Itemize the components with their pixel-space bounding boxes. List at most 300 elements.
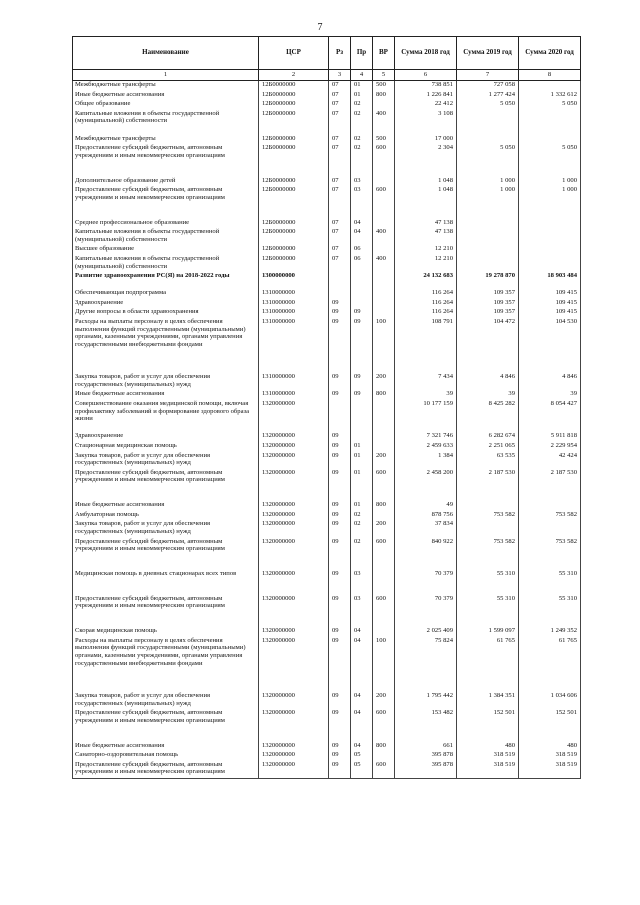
cell-pr: 02 <box>351 144 373 176</box>
header-number-row <box>73 70 581 81</box>
cell-csr: 1300000000 <box>259 272 329 289</box>
cell-sum-2020: 318 519 <box>519 761 581 779</box>
cell-sum-2018: 70 379 <box>395 595 457 627</box>
cell-pr <box>351 400 373 432</box>
cell-name: Среднее профессиональное образование <box>73 219 259 229</box>
cell-name: Закупка товаров, работ и услуг для обеспечения государственных (муниципальных) нужд <box>73 520 259 537</box>
cell-sum-2018: 840 922 <box>395 538 457 570</box>
cell-vr: 600 <box>373 595 395 627</box>
table-row <box>73 400 581 432</box>
cell-sum-2020 <box>519 245 581 255</box>
cell-pr <box>351 272 373 289</box>
cell-vr: 600 <box>373 469 395 501</box>
cell-rz: 09 <box>329 373 351 390</box>
table-row <box>73 110 581 135</box>
cell-sum-2019: 8 425 282 <box>457 400 519 432</box>
table-row <box>73 709 581 741</box>
cell-name: Капитальные вложения в объекты государственной (муниципальной) собственности <box>73 228 259 245</box>
cell-csr: 1310000000 <box>259 308 329 318</box>
cell-csr: 12Б0000000 <box>259 135 329 145</box>
cell-sum-2018: 3 108 <box>395 110 457 135</box>
cell-name: Предоставление субсидий бюджетным, автономным учреждениям и иным некоммерческим организациям <box>73 186 259 218</box>
header-number: 6 <box>395 70 457 81</box>
cell-pr: 06 <box>351 255 373 272</box>
cell-pr: 04 <box>351 219 373 229</box>
cell-pr: 09 <box>351 390 373 400</box>
cell-csr: 12Б0000000 <box>259 177 329 187</box>
cell-sum-2019: 55 310 <box>457 595 519 627</box>
cell-sum-2018: 395 878 <box>395 761 457 779</box>
cell-sum-2018: 70 379 <box>395 570 457 595</box>
cell-sum-2018: 39 <box>395 390 457 400</box>
cell-sum-2019: 1 384 351 <box>457 692 519 709</box>
cell-csr: 12Б0000000 <box>259 255 329 272</box>
cell-sum-2018: 2 458 200 <box>395 469 457 501</box>
cell-vr: 800 <box>373 501 395 511</box>
header-vr: ВР <box>373 37 395 70</box>
cell-csr: 1320000000 <box>259 742 329 752</box>
cell-rz: 09 <box>329 761 351 779</box>
cell-sum-2020: 5 050 <box>519 100 581 110</box>
table-row <box>73 595 581 627</box>
cell-vr <box>373 432 395 442</box>
cell-sum-2018: 395 878 <box>395 751 457 761</box>
cell-csr: 1310000000 <box>259 390 329 400</box>
cell-rz: 07 <box>329 91 351 101</box>
cell-rz: 09 <box>329 538 351 570</box>
cell-csr: 12Б0000000 <box>259 228 329 245</box>
cell-rz: 09 <box>329 637 351 692</box>
page-number: 7 <box>317 22 323 33</box>
cell-sum-2019: 1 599 097 <box>457 627 519 637</box>
cell-name: Медицинская помощь в дневных стационарах всех типов <box>73 570 259 595</box>
table-row <box>73 100 581 110</box>
cell-vr: 800 <box>373 390 395 400</box>
cell-csr: 1320000000 <box>259 452 329 469</box>
cell-sum-2019 <box>457 245 519 255</box>
cell-csr: 1320000000 <box>259 570 329 595</box>
cell-sum-2019: 2 251 065 <box>457 442 519 452</box>
cell-vr: 600 <box>373 144 395 176</box>
cell-sum-2020 <box>519 135 581 145</box>
cell-pr: 02 <box>351 538 373 570</box>
cell-vr: 600 <box>373 709 395 741</box>
cell-pr: 02 <box>351 511 373 521</box>
table-row <box>73 511 581 521</box>
table-row <box>73 308 581 318</box>
cell-rz: 07 <box>329 255 351 272</box>
cell-pr <box>351 289 373 299</box>
cell-sum-2020: 2 187 530 <box>519 469 581 501</box>
cell-name: Дополнительное образование детей <box>73 177 259 187</box>
cell-sum-2018: 47 138 <box>395 219 457 229</box>
cell-csr: 12Б0000000 <box>259 91 329 101</box>
cell-rz: 07 <box>329 144 351 176</box>
cell-rz: 09 <box>329 742 351 752</box>
cell-sum-2020 <box>519 81 581 91</box>
cell-pr: 09 <box>351 308 373 318</box>
table-row <box>73 373 581 390</box>
cell-vr: 400 <box>373 110 395 135</box>
cell-name: Капитальные вложения в объекты государственной (муниципальной) собственности <box>73 255 259 272</box>
cell-sum-2020: 152 501 <box>519 709 581 741</box>
cell-name: Иные бюджетные ассигнования <box>73 390 259 400</box>
cell-vr <box>373 751 395 761</box>
cell-name: Межбюджетные трансферты <box>73 135 259 145</box>
cell-sum-2019 <box>457 219 519 229</box>
cell-sum-2020: 61 765 <box>519 637 581 692</box>
cell-sum-2018: 7 321 746 <box>395 432 457 442</box>
cell-sum-2018: 878 756 <box>395 511 457 521</box>
cell-vr <box>373 100 395 110</box>
cell-sum-2019: 109 357 <box>457 289 519 299</box>
cell-csr: 1310000000 <box>259 373 329 390</box>
cell-name: Иные бюджетные ассигнования <box>73 742 259 752</box>
cell-vr: 400 <box>373 255 395 272</box>
cell-rz: 07 <box>329 245 351 255</box>
cell-rz: 09 <box>329 520 351 537</box>
cell-rz: 09 <box>329 511 351 521</box>
table-row <box>73 637 581 692</box>
cell-sum-2020: 109 415 <box>519 299 581 309</box>
cell-rz: 09 <box>329 318 351 373</box>
cell-sum-2018: 47 138 <box>395 228 457 245</box>
header-name: Наименование <box>73 37 259 70</box>
cell-name: Развитие здравоохранения РС(Я) на 2018-2022 годы <box>73 272 259 289</box>
cell-vr <box>373 289 395 299</box>
table-row <box>73 390 581 400</box>
table-row <box>73 272 581 289</box>
cell-name: Обеспечивающая подпрограмма <box>73 289 259 299</box>
cell-csr: 1320000000 <box>259 595 329 627</box>
cell-vr <box>373 245 395 255</box>
header-number: 2 <box>259 70 329 81</box>
cell-name: Иные бюджетные ассигнования <box>73 501 259 511</box>
table-row <box>73 177 581 187</box>
header-number: 3 <box>329 70 351 81</box>
cell-pr: 04 <box>351 692 373 709</box>
table-row <box>73 219 581 229</box>
cell-pr: 02 <box>351 520 373 537</box>
cell-sum-2019: 39 <box>457 390 519 400</box>
cell-sum-2020: 55 310 <box>519 570 581 595</box>
cell-vr <box>373 627 395 637</box>
cell-rz: 09 <box>329 751 351 761</box>
cell-sum-2020 <box>519 219 581 229</box>
cell-name: Расходы на выплаты персоналу в целях обеспечения выполнения функций государственными (муниципальными) органами, казенными учреждениями, органами управления государственными внебюджетными фондами <box>73 318 259 373</box>
cell-pr: 02 <box>351 110 373 135</box>
cell-sum-2020: 55 310 <box>519 595 581 627</box>
cell-sum-2020: 8 054 427 <box>519 400 581 432</box>
cell-name: Закупка товаров, работ и услуг для обеспечения государственных (муниципальных) нужд <box>73 452 259 469</box>
table-row <box>73 570 581 595</box>
cell-csr: 1320000000 <box>259 627 329 637</box>
cell-vr <box>373 308 395 318</box>
table-row <box>73 186 581 218</box>
cell-rz: 09 <box>329 469 351 501</box>
cell-sum-2019: 753 582 <box>457 511 519 521</box>
cell-rz: 07 <box>329 228 351 245</box>
cell-sum-2019: 318 519 <box>457 761 519 779</box>
cell-name: Общее образование <box>73 100 259 110</box>
cell-csr: 1320000000 <box>259 709 329 741</box>
cell-sum-2018: 116 264 <box>395 299 457 309</box>
cell-sum-2018: 10 177 159 <box>395 400 457 432</box>
cell-sum-2018: 661 <box>395 742 457 752</box>
cell-sum-2020 <box>519 501 581 511</box>
cell-pr: 09 <box>351 373 373 390</box>
cell-name: Амбулаторная помощь <box>73 511 259 521</box>
cell-pr: 01 <box>351 469 373 501</box>
cell-name: Закупка товаров, работ и услуг для обеспечения государственных (муниципальных) нужд <box>73 373 259 390</box>
header-rz: Рз <box>329 37 351 70</box>
cell-csr: 1320000000 <box>259 520 329 537</box>
budget-table <box>72 36 581 779</box>
cell-sum-2019: 727 058 <box>457 81 519 91</box>
cell-csr: 12Б0000000 <box>259 110 329 135</box>
cell-name: Предоставление субсидий бюджетным, автономным учреждениям и иным некоммерческим организациям <box>73 144 259 176</box>
cell-csr: 12Б0000000 <box>259 186 329 218</box>
cell-csr: 1320000000 <box>259 511 329 521</box>
cell-sum-2019 <box>457 255 519 272</box>
cell-sum-2018: 24 132 683 <box>395 272 457 289</box>
cell-sum-2020: 5 911 818 <box>519 432 581 442</box>
cell-csr: 1310000000 <box>259 289 329 299</box>
cell-sum-2019: 63 535 <box>457 452 519 469</box>
cell-sum-2020: 109 415 <box>519 308 581 318</box>
cell-sum-2020 <box>519 255 581 272</box>
header-number: 4 <box>351 70 373 81</box>
table-row <box>73 692 581 709</box>
cell-sum-2019 <box>457 228 519 245</box>
cell-name: Предоставление субсидий бюджетным, автономным учреждениям и иным некоммерческим организациям <box>73 538 259 570</box>
cell-csr: 1320000000 <box>259 761 329 779</box>
table-row <box>73 432 581 442</box>
cell-csr: 1320000000 <box>259 469 329 501</box>
cell-sum-2020: 2 229 954 <box>519 442 581 452</box>
cell-sum-2019: 61 765 <box>457 637 519 692</box>
cell-sum-2020: 109 415 <box>519 289 581 299</box>
cell-vr: 800 <box>373 742 395 752</box>
cell-sum-2020: 1 000 <box>519 186 581 218</box>
cell-name: Совершенствование оказания медицинской помощи, включая профилактику заболеваний и формирование здорового образа жизни <box>73 400 259 432</box>
cell-sum-2019: 55 310 <box>457 570 519 595</box>
cell-pr: 09 <box>351 318 373 373</box>
cell-sum-2020: 4 846 <box>519 373 581 390</box>
cell-vr: 600 <box>373 538 395 570</box>
cell-sum-2019: 1 277 424 <box>457 91 519 101</box>
cell-vr: 800 <box>373 91 395 101</box>
cell-pr <box>351 299 373 309</box>
cell-csr: 12Б0000000 <box>259 100 329 110</box>
header-sum-2020: Сумма 2020 год <box>519 37 581 70</box>
cell-pr: 05 <box>351 751 373 761</box>
cell-csr: 1320000000 <box>259 637 329 692</box>
cell-sum-2019: 753 582 <box>457 538 519 570</box>
cell-sum-2020: 104 530 <box>519 318 581 373</box>
cell-sum-2019: 19 278 870 <box>457 272 519 289</box>
cell-rz: 09 <box>329 501 351 511</box>
cell-vr: 500 <box>373 135 395 145</box>
cell-sum-2020: 753 582 <box>519 511 581 521</box>
cell-sum-2018: 2 304 <box>395 144 457 176</box>
cell-pr: 03 <box>351 177 373 187</box>
cell-csr: 1320000000 <box>259 692 329 709</box>
cell-rz: 09 <box>329 432 351 442</box>
cell-name: Стационарная медицинская помощь <box>73 442 259 452</box>
cell-pr: 04 <box>351 228 373 245</box>
cell-name: Предоставление субсидий бюджетным, автономным учреждениям и иным некоммерческим организациям <box>73 469 259 501</box>
cell-rz: 09 <box>329 570 351 595</box>
table-row <box>73 318 581 373</box>
cell-sum-2018: 738 851 <box>395 81 457 91</box>
cell-sum-2019: 2 187 530 <box>457 469 519 501</box>
cell-rz: 09 <box>329 390 351 400</box>
cell-pr: 04 <box>351 627 373 637</box>
cell-rz: 09 <box>329 442 351 452</box>
header-csr: ЦСР <box>259 37 329 70</box>
cell-csr: 1320000000 <box>259 432 329 442</box>
cell-csr: 1320000000 <box>259 442 329 452</box>
cell-rz: 09 <box>329 692 351 709</box>
cell-rz: 07 <box>329 100 351 110</box>
cell-csr: 1320000000 <box>259 400 329 432</box>
cell-sum-2018: 75 824 <box>395 637 457 692</box>
cell-sum-2019: 109 357 <box>457 299 519 309</box>
cell-sum-2019 <box>457 135 519 145</box>
cell-sum-2018: 2 459 633 <box>395 442 457 452</box>
table-row <box>73 255 581 272</box>
cell-pr: 04 <box>351 637 373 692</box>
cell-name: Другие вопросы в области здравоохранения <box>73 308 259 318</box>
cell-sum-2019: 1 000 <box>457 177 519 187</box>
cell-sum-2018: 1 226 841 <box>395 91 457 101</box>
cell-pr: 02 <box>351 135 373 145</box>
table-body <box>73 81 581 779</box>
cell-vr: 200 <box>373 520 395 537</box>
cell-rz <box>329 272 351 289</box>
cell-name: Скорая медицинская помощь <box>73 627 259 637</box>
cell-csr: 12Б0000000 <box>259 81 329 91</box>
header-number: 1 <box>73 70 259 81</box>
table-row <box>73 228 581 245</box>
cell-sum-2019 <box>457 520 519 537</box>
cell-name: Высшее образование <box>73 245 259 255</box>
cell-pr: 02 <box>351 100 373 110</box>
cell-sum-2019: 5 050 <box>457 144 519 176</box>
table-row <box>73 627 581 637</box>
cell-sum-2019: 4 846 <box>457 373 519 390</box>
cell-name: Здравоохранение <box>73 432 259 442</box>
cell-sum-2020: 42 424 <box>519 452 581 469</box>
cell-rz <box>329 400 351 432</box>
cell-rz: 07 <box>329 110 351 135</box>
table-row <box>73 501 581 511</box>
cell-csr: 1320000000 <box>259 538 329 570</box>
cell-vr: 100 <box>373 318 395 373</box>
cell-name: Расходы на выплаты персоналу в целях обеспечения выполнения функций государственными (муниципальными) органами, казенными учреждениями, органами управления государственными внебюджетными фондами <box>73 637 259 692</box>
cell-sum-2018: 116 264 <box>395 289 457 299</box>
cell-sum-2020: 1 000 <box>519 177 581 187</box>
cell-sum-2020: 18 903 484 <box>519 272 581 289</box>
cell-sum-2018: 1 048 <box>395 177 457 187</box>
table-row <box>73 751 581 761</box>
cell-rz: 07 <box>329 177 351 187</box>
cell-sum-2018: 49 <box>395 501 457 511</box>
cell-name: Закупка товаров, работ и услуг для обеспечения государственных (муниципальных) нужд <box>73 692 259 709</box>
cell-name: Капитальные вложения в объекты государственной (муниципальной) собственности <box>73 110 259 135</box>
cell-rz: 07 <box>329 135 351 145</box>
header-number: 7 <box>457 70 519 81</box>
cell-rz: 07 <box>329 81 351 91</box>
table-row <box>73 299 581 309</box>
cell-sum-2020: 753 582 <box>519 538 581 570</box>
cell-name: Здравоохранение <box>73 299 259 309</box>
cell-sum-2018: 12 210 <box>395 245 457 255</box>
cell-name: Предоставление субсидий бюджетным, автономным учреждениям и иным некоммерческим организациям <box>73 761 259 779</box>
cell-sum-2020: 5 050 <box>519 144 581 176</box>
cell-csr: 12Б0000000 <box>259 144 329 176</box>
cell-vr <box>373 570 395 595</box>
cell-sum-2019: 5 050 <box>457 100 519 110</box>
cell-sum-2020: 480 <box>519 742 581 752</box>
cell-name: Санаторно-оздоровительная помощь <box>73 751 259 761</box>
header-number: 5 <box>373 70 395 81</box>
cell-sum-2018: 1 384 <box>395 452 457 469</box>
cell-pr: 01 <box>351 81 373 91</box>
cell-sum-2018: 108 791 <box>395 318 457 373</box>
cell-rz: 07 <box>329 186 351 218</box>
cell-rz: 09 <box>329 627 351 637</box>
cell-sum-2018: 37 834 <box>395 520 457 537</box>
cell-rz: 09 <box>329 299 351 309</box>
table-row <box>73 81 581 91</box>
cell-vr: 200 <box>373 692 395 709</box>
cell-rz: 07 <box>329 219 351 229</box>
cell-vr: 100 <box>373 637 395 692</box>
header-pr: Пр <box>351 37 373 70</box>
cell-sum-2019: 480 <box>457 742 519 752</box>
cell-sum-2020: 1 249 352 <box>519 627 581 637</box>
header-sum-2019: Сумма 2019 год <box>457 37 519 70</box>
cell-sum-2019: 318 519 <box>457 751 519 761</box>
cell-vr <box>373 219 395 229</box>
table-row <box>73 452 581 469</box>
table-row <box>73 91 581 101</box>
header-row <box>73 37 581 70</box>
table-row <box>73 245 581 255</box>
cell-vr <box>373 177 395 187</box>
cell-sum-2019: 109 357 <box>457 308 519 318</box>
cell-vr <box>373 442 395 452</box>
cell-rz: 09 <box>329 452 351 469</box>
cell-sum-2018: 22 412 <box>395 100 457 110</box>
table-row <box>73 289 581 299</box>
cell-sum-2020: 1 332 612 <box>519 91 581 101</box>
cell-rz: 09 <box>329 308 351 318</box>
cell-name: Межбюджетные трансферты <box>73 81 259 91</box>
table-row <box>73 742 581 752</box>
cell-csr: 1310000000 <box>259 299 329 309</box>
cell-csr: 12Б0000000 <box>259 219 329 229</box>
cell-pr: 03 <box>351 570 373 595</box>
table-row <box>73 442 581 452</box>
cell-sum-2018: 116 264 <box>395 308 457 318</box>
cell-pr: 04 <box>351 709 373 741</box>
cell-sum-2019 <box>457 501 519 511</box>
table-row <box>73 761 581 779</box>
header-number: 8 <box>519 70 581 81</box>
